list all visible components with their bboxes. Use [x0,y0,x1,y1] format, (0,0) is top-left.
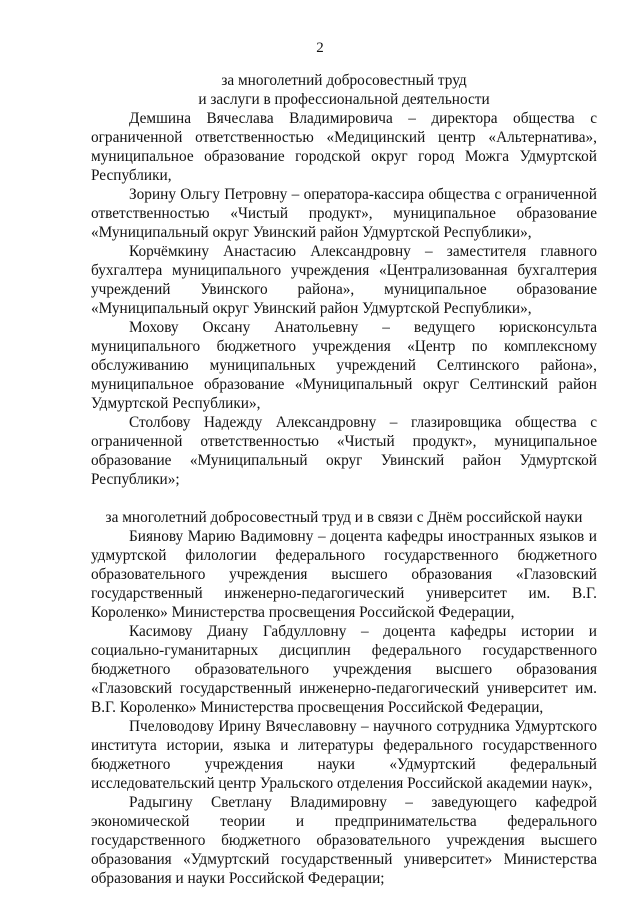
award-entry-stolbova: Столбову Надежду Александровну – глазировщика общества с ограниченной ответственностью «Чистый продукт», муниципальное образование «Муниципальный округ Увинский район Удмуртской Республики»; [91,414,597,488]
award-entry-kasimova: Касимову Диану Габдулловну – доцента кафедры истории и социально-гуманитарных дисциплин федерального государственного бюджетного образовательного учреждения высшего образования «Глазовский государственный инженерно-педагогический университет им. В.Г. Короленко» Министерства просвещения Российской Федерации, [91,623,597,716]
award-entry-korchemkina: Корчёмкину Анастасию Александровну – заместителя главного бухгалтера муниципального учреждения «Централизованная бухгалтерия учреждений Увинского района», муниципальное образование «Муниципальный округ Увинский район Удмуртской Республики», [91,243,597,317]
award-entry-biyanova: Биянову Марию Вадимовну – доцента кафедры иностранных языков и удмуртской филологии федерального государственного бюджетного образовательного учреждения высшего образования «Глазовский государственный инженерно-педагогический университет им. В.Г. Короленко» Министерства просвещения Российской Федерации, [91,528,597,621]
section-professional-merit [91,71,597,489]
section-spacer [91,489,597,508]
section-heading-line: и заслуги в профессиональной деятельности [198,91,490,108]
section-heading-line: за многолетний добросовестный труд [221,72,467,89]
award-entry-pchelovodova: Пчеловодову Ирину Вячеславовну – научного сотрудника Удмуртского института истории, языка и литературы федерального государственного бюджетного учреждения науки «Удмуртский федеральный исследовательский центр Уральского отделения Российской академии наук», [91,718,597,792]
page-number: 2 [316,40,324,56]
document-body [91,71,597,888]
award-entry-demshin: Демшина Вячеслава Владимировича – директора общества с ограниченной ответственностью «Медицинский центр «Альтернатива», муниципальное образование городской округ город Можга Удмуртской Республики, [91,110,597,184]
award-entry-radygina: Радыгину Светлану Владимировну – заведующего кафедрой экономической теории и предпринимательства федерального государственного бюджетного образовательного учреждения высшего образования «Удмуртский государственный университет» Министерства образования и науки Российской Федерации; [91,794,597,887]
award-entry-mokhova: Мохову Оксану Анатольевну – ведущего юрисконсульта муниципального бюджетного учреждения «Центр по комплексному обслуживанию муниципальных учреждений Селтинского района», муниципальное образование «Муниципальный округ Селтинский район Удмуртской Республики», [91,319,597,412]
section-science-day [91,508,597,888]
section-heading-line: за многолетний добросовестный труд и в связи с Днём российской науки [105,509,583,526]
award-entry-zorina: Зорину Ольгу Петровну – оператора-кассира общества с ограниченной ответственностью «Чистый продукт», муниципальное образование «Муниципальный округ Увинский район Удмуртской Республики», [91,186,597,241]
